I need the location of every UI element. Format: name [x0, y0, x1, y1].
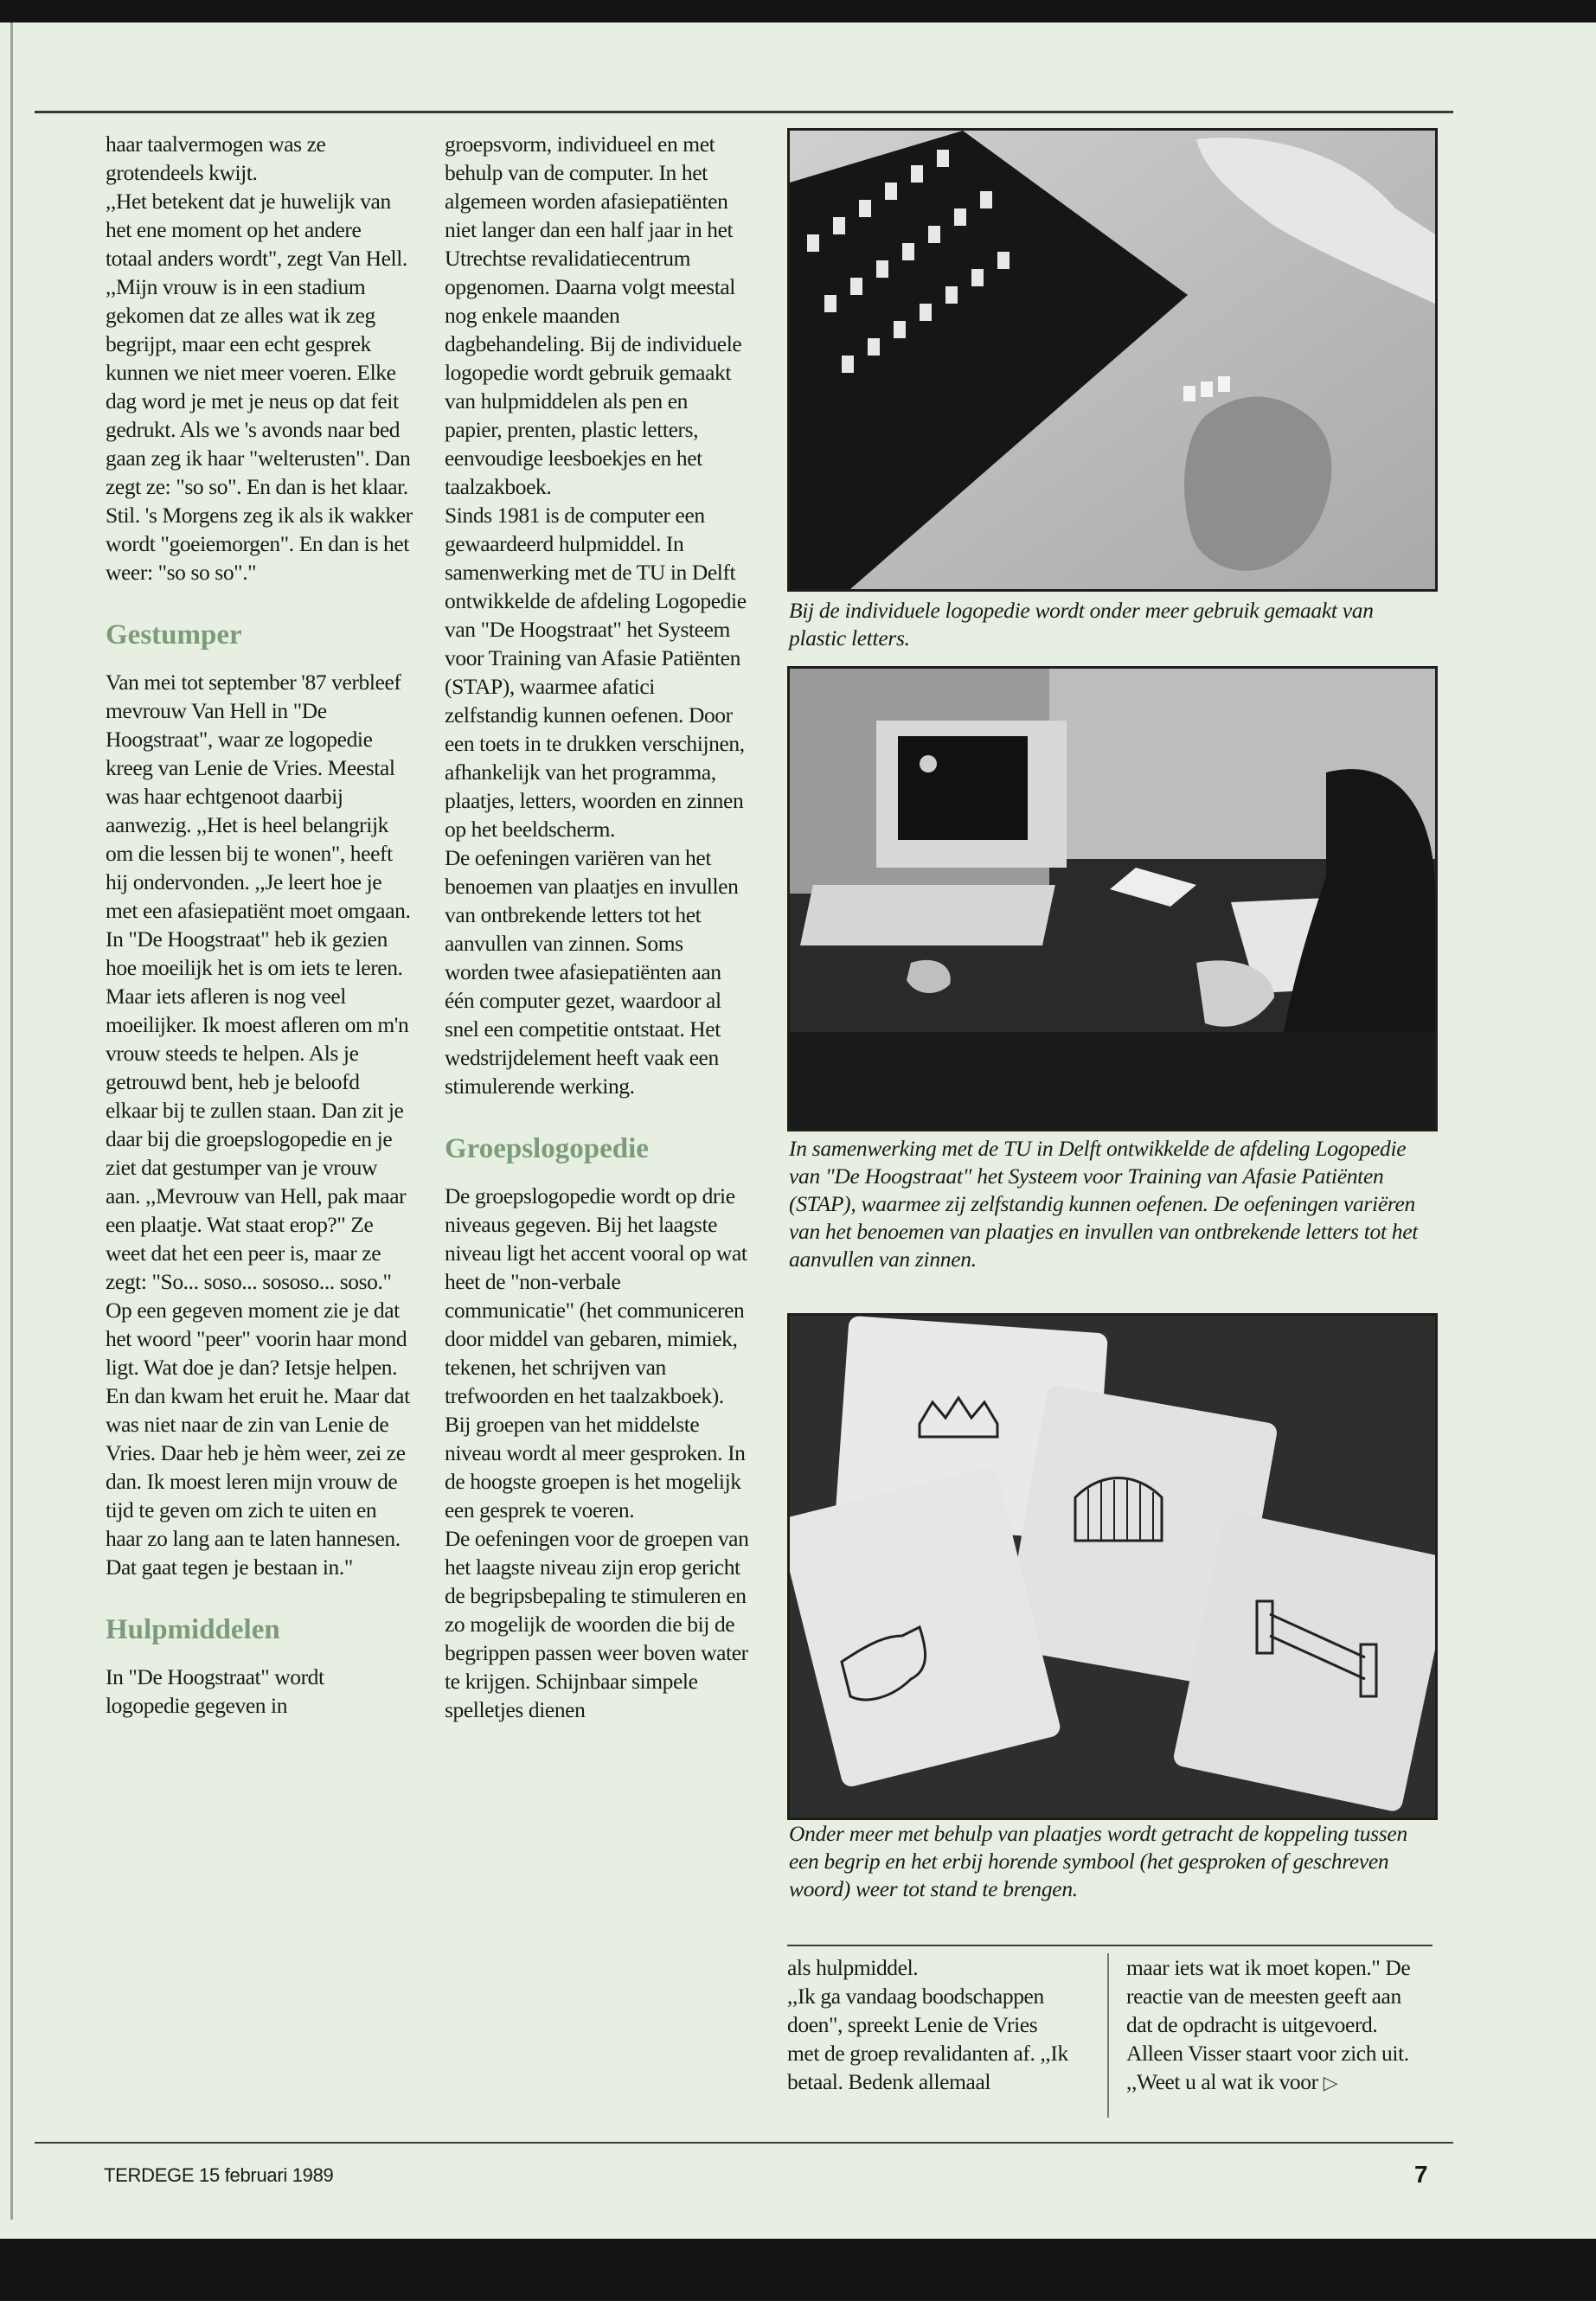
column-2-intro-1: Sinds 1981 is de computer een gewaardeerd hulpmiddel. In samenwerking met de TU in Delft ontwikkelde de afdeling Logopedie van "De Hoogstraat" het Systeem voor Training van Afasie Patiënten (STAP), waarmee afatici zelfstandig kunnen oefenen. Door een toets in te drukken verschijnen, afhankelijk van het programma, plaatjes, letters, woorden en zinnen op het beeldscherm.	[445, 503, 747, 842]
computer-training-image	[790, 669, 1435, 1129]
column-3	[787, 1953, 1073, 2096]
scan-top-edge	[0, 0, 1596, 22]
column-2-section-0: De groepslogopedie wordt op drie niveaus gegeven. Bij het laagste niveau ligt het accent vooral op wat heet de "non-verbale communicatie" (het communiceren door middel van gebaren, mimiek, tekenen, het schrijven van trefwoorden en het taalzakboek). Bij groepen van het middelste niveau wordt al meer gesproken. In de hoogste groepen is het mogelijk een gesprek te voeren.	[445, 1183, 747, 1522]
plastic-letters-image	[790, 131, 1435, 589]
column-1-intro-1: ,,Het betekent dat je huwelijk van het ene moment op het andere totaal anders wordt", zegt Van Hell. ,,Mijn vrouw is in een stadium gekomen dat ze alles wat ik zeg begrijpt, maar een echt gesprek kunnen we niet meer voeren. Elke dag word je met je neus op dat feit gedrukt. Als we 's avonds naar bed gaan zeg ik haar "welterusten". Dan zegt ze: "so so". En dan is het klaar. Stil. 's Morgens zeg ik als ik wakker wordt "goeiemorgen". En dan is het weer: "so so so"."	[106, 189, 413, 585]
column-1-section1-2: Op een gegeven moment zie je dat het woord "peer" voorin haar mond ligt. Wat doe je dan? Ietsje helpen. En dan kwam het eruit he. Maar dat was niet naar de zin van Lenie de Vries. Daar heb je hèm weer, zei ze dan. Ik moest leren mijn vrouw de tijd te geven om zich te uiten en haar zo lang aan te laten hannesen. Dat gaat tegen je bestaan in."	[106, 1298, 410, 1580]
caption-photo-3: Onder meer met behulp van plaatjes wordt getracht de koppeling tussen een begrip en het erbij horende symbool (het gesproken of geschreven woord) weer tot stand te brengen.	[789, 1821, 1407, 1901]
page-number: 7	[1414, 2161, 1428, 2188]
column-3-text-1: ,,Ik ga vandaag boodschappen doen", spreekt Lenie de Vries met de groep revalidanten af. ,,Ik betaal. Bedenk allemaal	[787, 1984, 1068, 2094]
column-2-intro-2: De oefeningen variëren van het benoemen van plaatjes en invullen van ontbrekende letters tot het aanvullen van zinnen. Soms worden twee afasiepatiënten aan één computer gezet, waardoor al snel een competitie ontstaat. Het wedstrijdelement heeft vaak een stimulerende werking.	[445, 845, 739, 1099]
column-1-section1-1: In "De Hoogstraat" heb ik gezien hoe moeilijk het is om iets te leren. Maar iets afleren is nog veel moeilijker. Ik moest afleren om m'n vrouw steeds te helpen. Als je getrouwd bent, heb je beloofd elkaar bij te zullen staan. Dan zit je daar bij die groepslogopedie en je ziet dat gestumper van je vrouw aan. ,,Mevrouw van Hell, pak maar een plaatje. Wat staat erop?" Ze weet dat het een peer is, maar ze zegt: "So... soso... sososo... soso."	[106, 926, 409, 1294]
column-2-section-1: De oefeningen voor de groepen van het laagste niveau zijn erop gericht de begripsbepaling te stimuleren en zo mogelijk de woorden die bij de begrippen passen weer boven water te krijgen. Schijnbaar simpele spelletjes dienen	[445, 1526, 749, 1722]
picture-cards-image	[790, 1316, 1435, 1817]
column-divider	[1107, 1953, 1109, 2118]
column-1	[106, 130, 413, 1720]
caption-photo-2: In samenwerking met de TU in Delft ontwikkelde de afdeling Logopedie van "De Hoogstraat" het Systeem voor Training van Afasie Patiënten (STAP), waarmee zij zelfstandig kunnen oefenen. De oefeningen variëren van het benoemen van plaatjes en invullen van ontbrekende letters tot het aanvullen van zinnen.	[789, 1136, 1419, 1272]
scan-left-edge	[10, 22, 13, 2220]
caption-photo-1: Bij de individuele logopedie wordt onder meer gebruik gemaakt van plastic letters.	[789, 598, 1374, 651]
page-top-rule	[35, 111, 1453, 113]
column-2	[445, 130, 749, 1724]
scan-bottom-edge	[0, 2239, 1596, 2301]
heading-hulpmiddelen: Hulpmiddelen	[106, 1614, 280, 1645]
footer-publication: TERDEGE 15 februari 1989	[104, 2164, 334, 2186]
photo-computer-training	[787, 666, 1438, 1131]
heading-groepslogopedie: Groepslogopedie	[445, 1133, 649, 1164]
column-2-intro-0: groepsvorm, individueel en met behulp van de computer. In het algemeen worden afasiepatiënten niet langer dan een half jaar in het Utrechtse revalidatiecentrum opgenomen. Daarna volgt meestal nog enkele maanden dagbehandeling. Bij de individuele logopedie wordt gebruik gemaakt van hulpmiddelen als pen en papier, prenten, plastic letters, eenvoudige leesboekjes en het taalzakboek.	[445, 131, 742, 499]
footer-rule	[35, 2142, 1453, 2144]
heading-gestumper: Gestumper	[106, 619, 242, 651]
column-3-text-0: als hulpmiddel.	[787, 1955, 919, 1980]
column-4-text-0: maar iets wat ik moet kopen." De reactie van de meesten geeft aan dat de opdracht is uitgevoerd. Alleen Visser staart voor zich uit. ,,Weet u al wat ik voor	[1126, 1955, 1411, 2094]
column-1-section1-0: Van mei tot september '87 verbleef mevrouw Van Hell in "De Hoogstraat", waar ze logopedie kreeg van Lenie de Vries. Meestal was haar echtgenoot daarbij aanwezig. ,,Het is heel belangrijk om die lessen bij te wonen", heeft hij ondervonden. ,,Je leert hoe je met een afasiepatiënt moet omgaan.	[106, 670, 411, 923]
caption-divider	[787, 1945, 1433, 1946]
column-1-intro-0: haar taalvermogen was ze grotendeels kwijt.	[106, 131, 326, 185]
continue-arrow-icon: ▷	[1323, 2073, 1338, 2094]
column-4	[1126, 1953, 1431, 2098]
photo-plastic-letters	[787, 128, 1438, 592]
photo-picture-cards	[787, 1313, 1438, 1820]
column-1-section2-0: In "De Hoogstraat" wordt logopedie gegeven in	[106, 1664, 324, 1718]
